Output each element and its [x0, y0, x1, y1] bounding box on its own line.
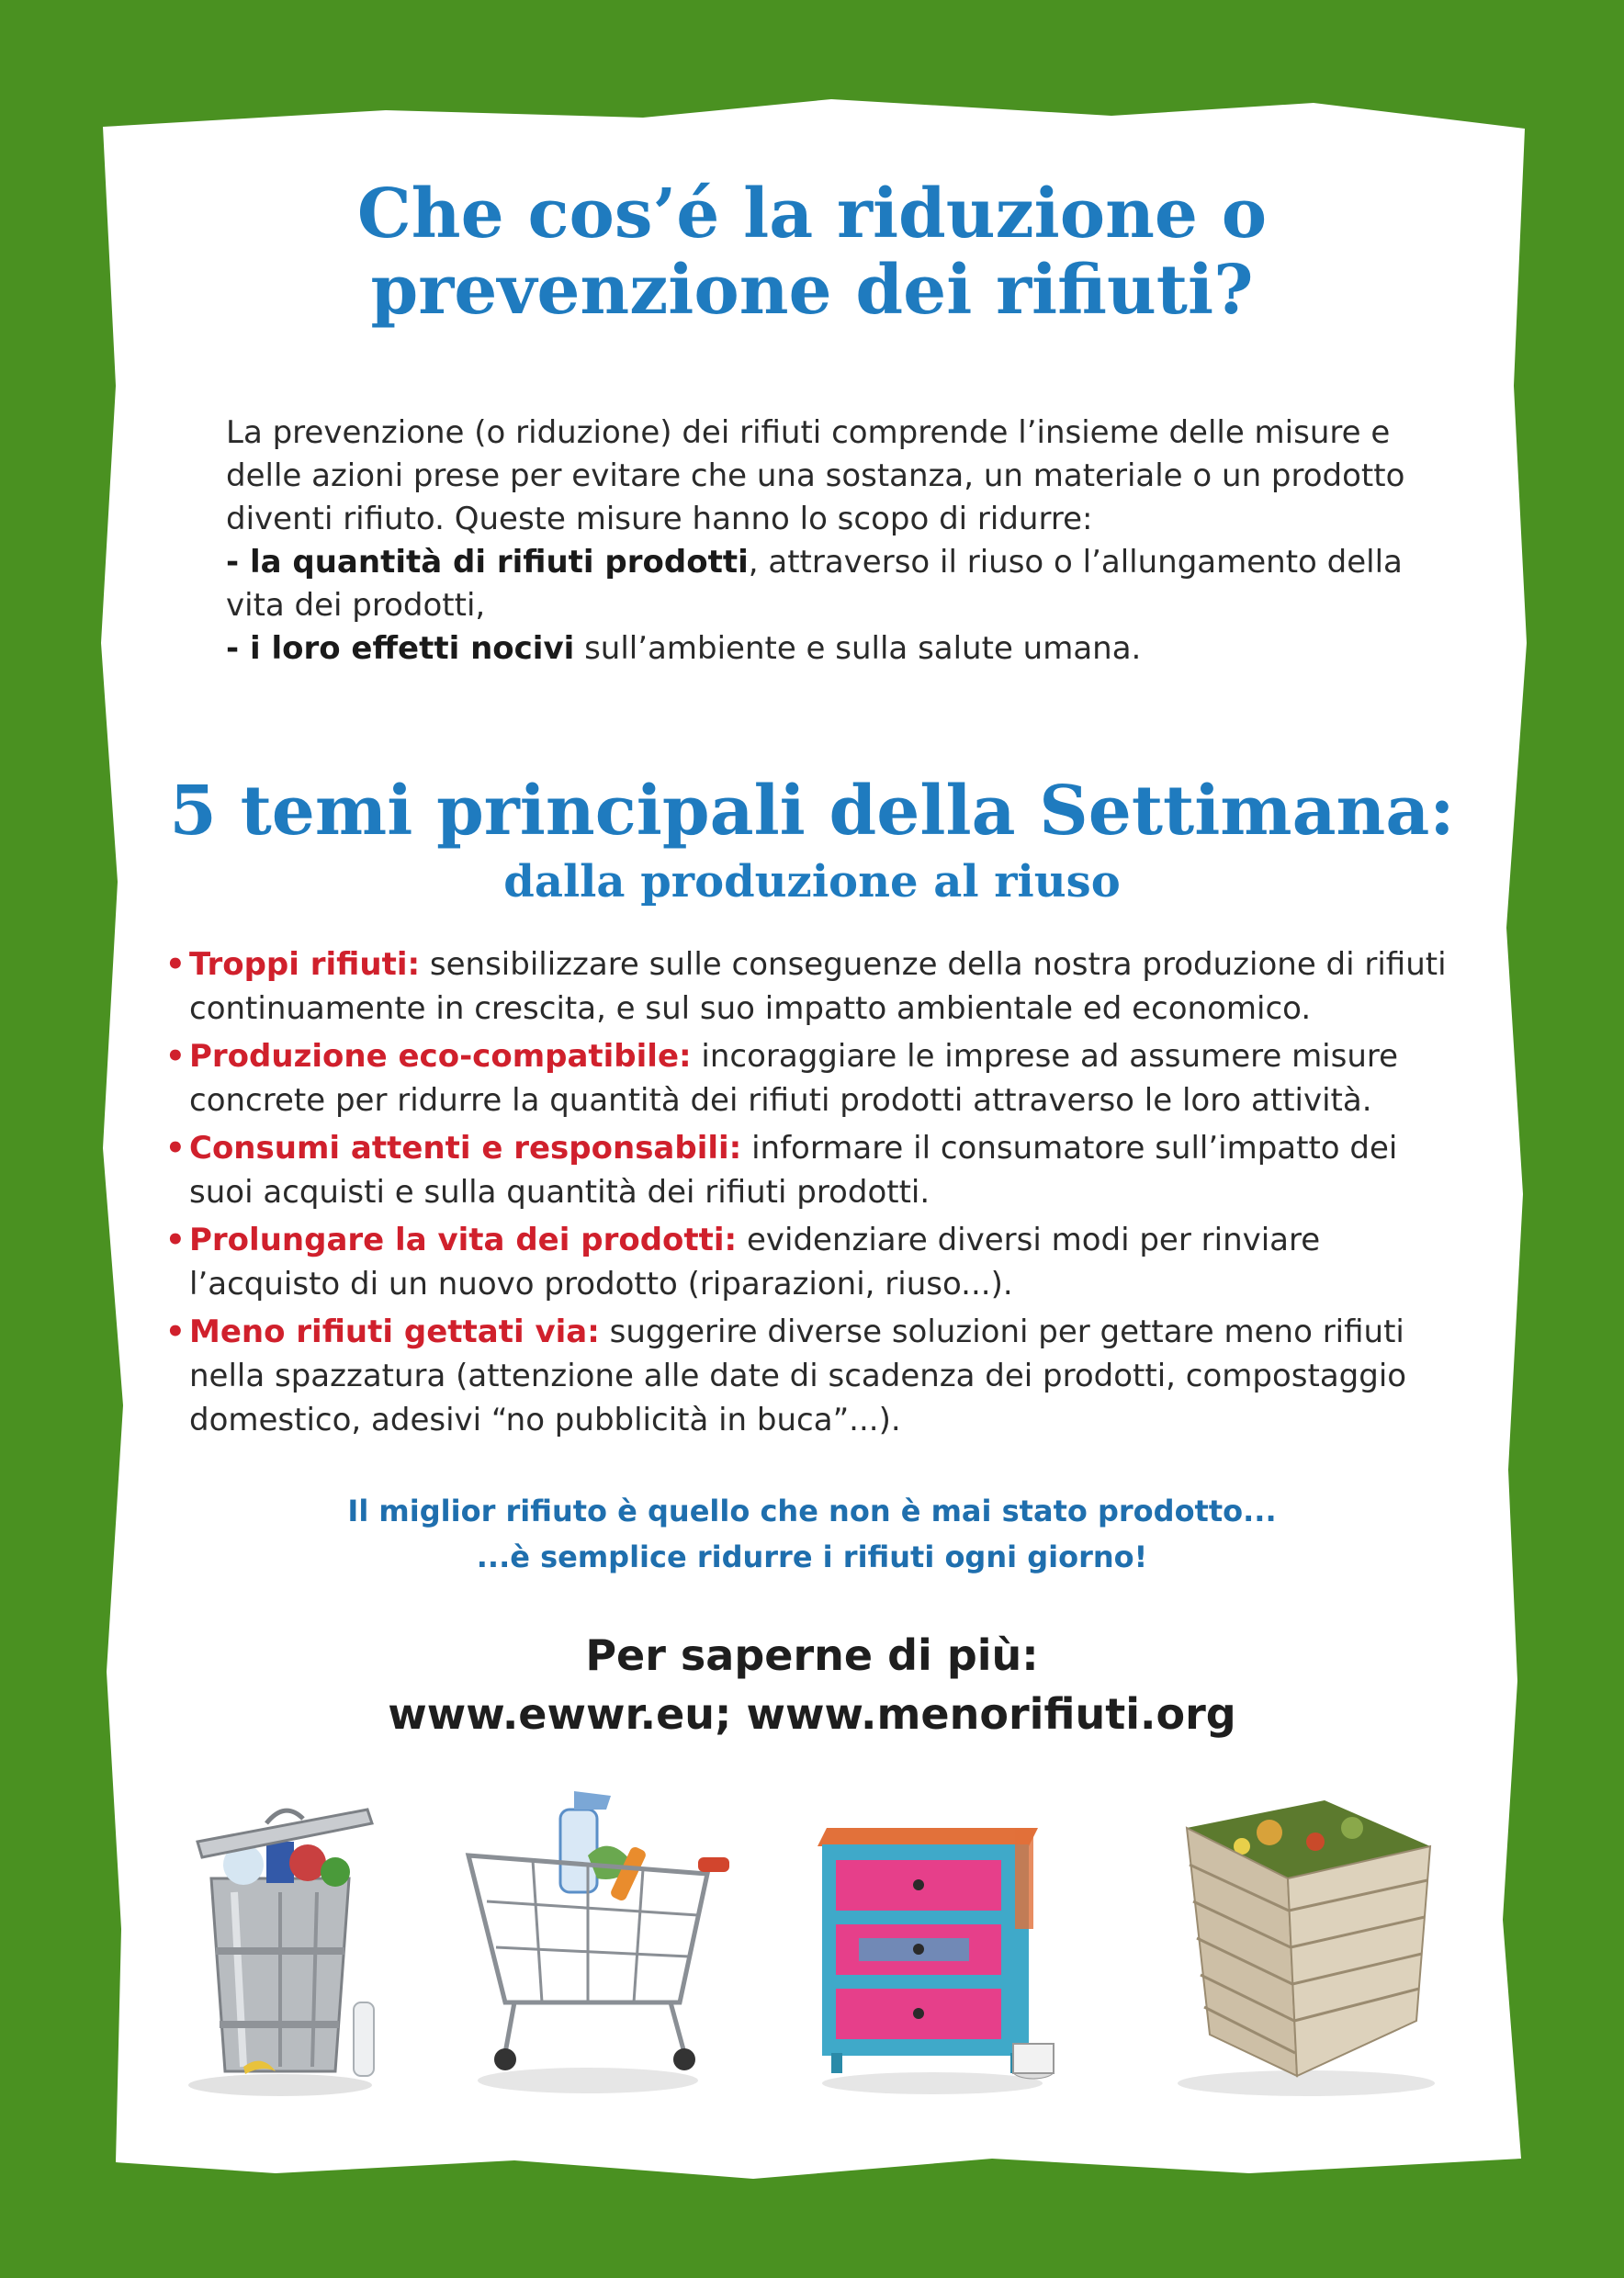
slogan [147, 1488, 1477, 1580]
more-info [147, 1626, 1477, 1743]
trash-can-icon [179, 1791, 400, 2103]
theme-heading: Prolungare la vita dei prodotti: [189, 1222, 738, 1258]
theme-text: suggerire diverse soluzioni per gettare meno rifiuti nella spazzatura (attenzione alle date di scadenza dei prodotti, compostaggio domestico, adesivi “no pubblicità in buca”...). [189, 1314, 1407, 1438]
bullet: • [165, 1314, 186, 1350]
theme-heading: Troppi rifiuti: [189, 946, 421, 983]
shopping-cart-icon [450, 1791, 735, 2103]
intro-point2-bold: - i loro effetti nocivi [226, 630, 575, 667]
theme-text: evidenziare diversi modi per rinviare l’acquisto di un nuovo prodotto (riparazioni, riuso...). [189, 1222, 1321, 1303]
intro-text [226, 412, 1420, 671]
slogan-line1: Il miglior rifiuto è quello che non è mai stato prodotto... [347, 1494, 1277, 1528]
list-item [165, 1126, 1470, 1214]
list-item [165, 942, 1470, 1031]
compost-bin-icon [1159, 1791, 1453, 2103]
themes-heading: 5 temi principali della Settimana: [169, 772, 1455, 851]
theme-heading: Produzione eco-compatibile: [189, 1038, 692, 1075]
theme-text: incoraggiare le imprese ad assumere misure concrete per ridurre la quantità dei rifiuti prodotti attraverso le loro attività. [189, 1038, 1399, 1119]
list-item [165, 1218, 1470, 1306]
theme-text: sensibilizzare sulle conseguenze della nostra produzione di rifiuti continuamente in crescita, e sul suo impatto ambientale ed economico. [189, 946, 1447, 1027]
bullet: • [165, 946, 186, 983]
bullet: • [165, 1130, 186, 1167]
list-item [165, 1034, 1470, 1122]
intro-point1-text: , attraverso il riuso o l’allungamento della vita dei prodotti, [226, 544, 1403, 624]
main-heading-line2: prevenzione dei rifiuti? [370, 250, 1254, 330]
themes-list [165, 942, 1470, 1446]
bullet: • [165, 1222, 186, 1258]
main-heading [147, 176, 1477, 329]
bullet: • [165, 1038, 186, 1075]
intro-point2-text: sull’ambiente e sulla salute umana. [574, 630, 1142, 667]
theme-heading: Meno rifiuti gettati via: [189, 1314, 600, 1350]
theme-heading: Consumi attenti e responsabili: [189, 1130, 742, 1167]
list-item [165, 1310, 1470, 1442]
intro-paragraph: La prevenzione (o riduzione) dei rifiuti comprende l’insieme delle misure e delle azioni prese per evitare che una sostanza, un materiale o un prodotto diventi rifiuto. Queste misure hanno lo scopo di ridurre: [226, 414, 1405, 537]
main-heading-line1: Che cos’é la riduzione o [356, 175, 1268, 254]
slogan-line2: ...è semplice ridurre i rifiuti ogni giorno! [476, 1539, 1148, 1574]
more-info-links: www.ewwr.eu; www.menorifiuti.org [388, 1689, 1236, 1739]
themes-subtitle: dalla produzione al riuso [503, 856, 1121, 908]
dresser-icon [804, 1791, 1061, 2103]
more-info-label: Per saperne di più: [585, 1630, 1039, 1680]
intro-point1-bold: - la quantità di rifiuti prodotti [226, 544, 749, 581]
theme-text: informare il consumatore sull’impatto dei suoi acquisti e sulla quantità dei rifiuti prodotti. [189, 1130, 1398, 1211]
